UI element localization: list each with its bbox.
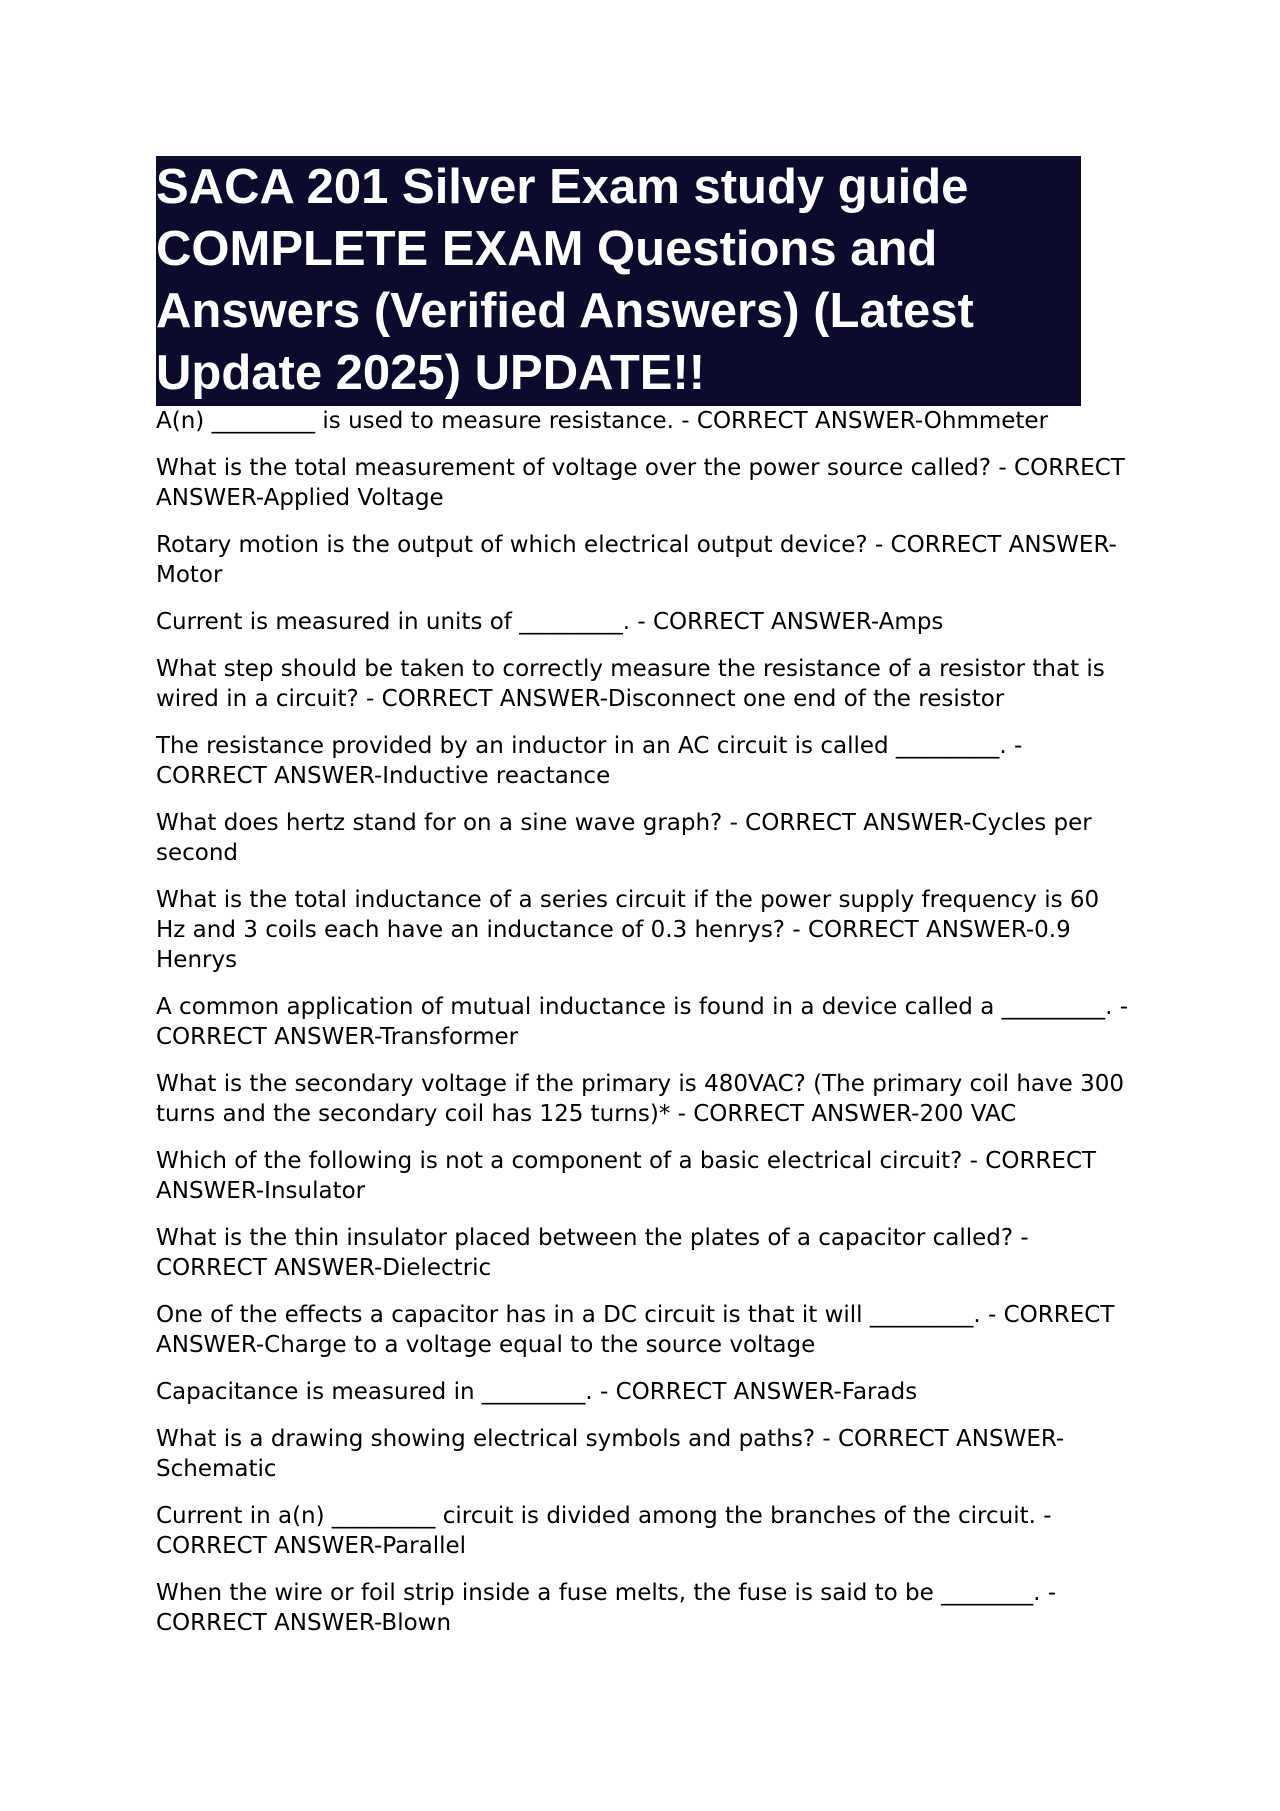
qa-item: What is a drawing showing electrical symbols and paths? - CORRECT ANSWER-Schematic bbox=[156, 1426, 1065, 1482]
qa-item: What step should be taken to correctly measure the resistance of a resistor that is wired in a circuit? - CORRECT ANSWER-Disconnect one end of the resistor bbox=[156, 656, 1105, 712]
qa-item: When the wire or foil strip inside a fuse melts, the fuse is said to be ________. - CORRECT ANSWER-Blown bbox=[156, 1580, 1056, 1636]
qa-item: Rotary motion is the output of which electrical output device? - CORRECT ANSWER-Motor bbox=[156, 532, 1117, 588]
title-banner bbox=[156, 156, 1081, 406]
qa-item: What does hertz stand for on a sine wave graph? - CORRECT ANSWER-Cycles per second bbox=[156, 810, 1092, 866]
qa-item: Current is measured in units of _________. - CORRECT ANSWER-Amps bbox=[156, 609, 944, 635]
qa-item: Which of the following is not a component of a basic electrical circuit? - CORRECT ANSWER-Insulator bbox=[156, 1148, 1097, 1204]
qa-item: A(n) _________ is used to measure resistance. - CORRECT ANSWER-Ohmmeter bbox=[156, 408, 1049, 434]
qa-item: What is the thin insulator placed between the plates of a capacitor called? - CORRECT ANSWER-Dielectric bbox=[156, 1225, 1029, 1281]
document-title: SACA 201 Silver Exam study guide COMPLETE EXAM Questions and Answers (Verified Answers) (Latest Update 2025) UPDATE!! bbox=[156, 160, 974, 400]
qa-item: The resistance provided by an inductor in an AC circuit is called _________. - CORRECT ANSWER-Inductive reactance bbox=[156, 733, 1023, 789]
qa-item: What is the total measurement of voltage over the power source called? - CORRECT ANSWER-Applied Voltage bbox=[156, 455, 1125, 511]
qa-item: A common application of mutual inductance is found in a device called a _________. - CORRECT ANSWER-Transformer bbox=[156, 994, 1129, 1050]
qa-item: Current in a(n) _________ circuit is divided among the branches of the circuit. - CORRECT ANSWER-Parallel bbox=[156, 1503, 1052, 1559]
qa-list bbox=[156, 406, 1131, 1638]
qa-item: One of the effects a capacitor has in a DC circuit is that it will _________. - CORRECT ANSWER-Charge to a voltage equal to the source voltage bbox=[156, 1302, 1115, 1358]
qa-item: What is the total inductance of a series circuit if the power supply frequency is 60 Hz and 3 coils each have an inductance of 0.3 henrys? - CORRECT ANSWER-0.9 Henrys bbox=[156, 887, 1100, 973]
qa-item: Capacitance is measured in _________. - CORRECT ANSWER-Farads bbox=[156, 1379, 918, 1405]
document-page bbox=[156, 156, 1131, 1655]
qa-item: What is the secondary voltage if the primary is 480VAC? (The primary coil have 300 turns and the secondary coil has 125 turns)* - CORRECT ANSWER-200 VAC bbox=[156, 1071, 1124, 1127]
